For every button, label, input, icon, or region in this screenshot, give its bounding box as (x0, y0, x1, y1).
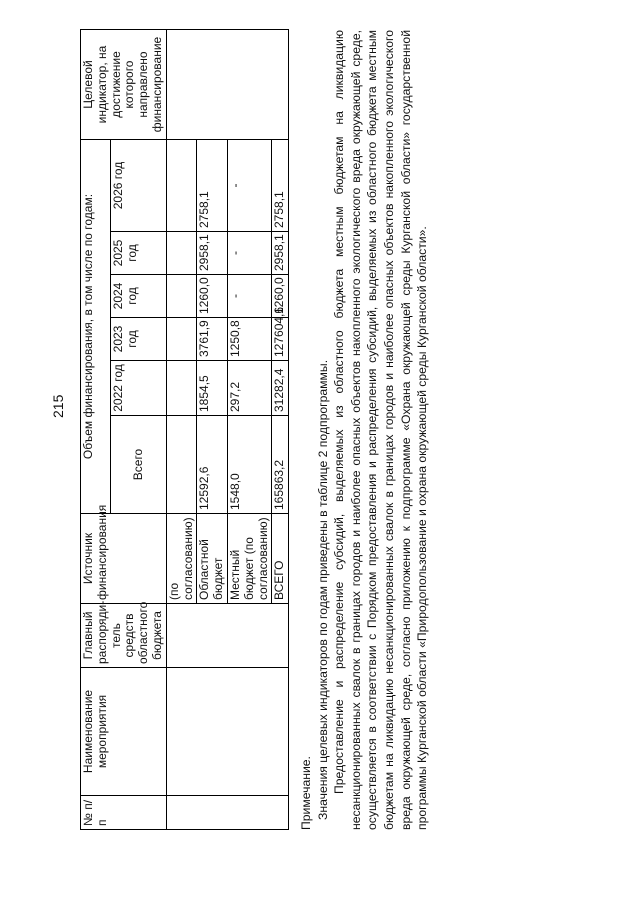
y2023-cell: 127604,6 (272, 318, 289, 361)
y2025-cell: 2958,1 (197, 232, 228, 275)
col-2022-header: 2022 год (111, 361, 166, 416)
y2022-cell: 297,2 (227, 361, 271, 416)
y2022-cell: 1854,5 (197, 361, 228, 416)
note-paragraph: Предоставление и распределение субсидий, выделяемых из областного бюджета местным бюджетам на ликвидацию несанкционированных свалок в границах городов и наиболее опасных объектов накопленного экологического вреда окружающей среде, осуществляется в соответствии с Порядком предоставления и распределения субсидий, выделяемых из областного бюджета местным бюджетам на ликвидацию несанкционированных свалок в границах городов и наиболее опасных объектов накопленного экологического вреда окружающей среде, согласно приложению к подпрограмме «Охрана окружающей среды Курганской области» государственной программы Курганской области «Природопользование и охрана окружающей среды Курганской области». (332, 30, 430, 830)
total-cell: 12592,6 (197, 416, 228, 514)
col-num-header: № п/п (81, 796, 167, 830)
y2023-cell: 3761,9 (197, 318, 228, 361)
col-manager-header: Главный распоряди-тель средств областного бюджета (81, 604, 167, 668)
col-2023-header: 2023 год (111, 318, 166, 361)
y2026-cell: - (227, 140, 271, 232)
note-indicators-line: Значения целевых индикаторов по годам приведены в таблице 2 подпрограммы. (315, 359, 330, 820)
total-cell (166, 416, 197, 514)
manager-cell (166, 604, 288, 668)
y2024-cell (166, 275, 197, 318)
source-cell: ВСЕГО (272, 514, 289, 604)
name-cell (166, 668, 288, 796)
total-cell: 1548,0 (227, 416, 271, 514)
rotated-page-content (80, 30, 500, 830)
source-cell: (по согласованию) (166, 514, 197, 604)
col-volume-header: Объем финансирования, в том числе по годам: (81, 140, 111, 514)
col-2024-header: 2024 год (111, 275, 166, 318)
num-cell (166, 796, 288, 830)
y2024-cell: 1260,0 (197, 275, 228, 318)
note-block (298, 30, 431, 830)
source-cell: Местный бюджет (по согласованию) (227, 514, 271, 604)
y2025-cell: 2958,1 (272, 232, 289, 275)
source-cell: Областной бюджет (197, 514, 228, 604)
indicator-cell (166, 30, 288, 140)
y2022-cell (166, 361, 197, 416)
y2024-cell: - (227, 275, 271, 318)
y2023-cell: 1250,8 (227, 318, 271, 361)
total-cell: 165863,2 (272, 416, 289, 514)
y2022-cell: 31282,4 (272, 361, 289, 416)
y2025-cell (166, 232, 197, 275)
table-row (166, 30, 197, 830)
col-total-header: Всего (111, 416, 166, 514)
col-name-header: Наименование мероприятия (81, 668, 167, 796)
y2025-cell: - (227, 232, 271, 275)
col-indicator-header: Целевой индикатор, на достижение которого направлено финансирование (81, 30, 167, 140)
col-source-header: Источник финансирования (81, 514, 167, 604)
financing-table (80, 29, 289, 830)
y2026-cell: 2758,1 (272, 140, 289, 232)
col-2026-header: 2026 год (111, 140, 166, 232)
page-number: 215 (50, 394, 66, 418)
col-2025-header: 2025 год (111, 232, 166, 275)
y2026-cell: 2758,1 (197, 140, 228, 232)
header-row-1 (81, 30, 111, 830)
y2024-cell: 1260,0 (272, 275, 289, 318)
note-title: Примечание. (299, 756, 313, 830)
y2026-cell (166, 140, 197, 232)
y2023-cell (166, 318, 197, 361)
